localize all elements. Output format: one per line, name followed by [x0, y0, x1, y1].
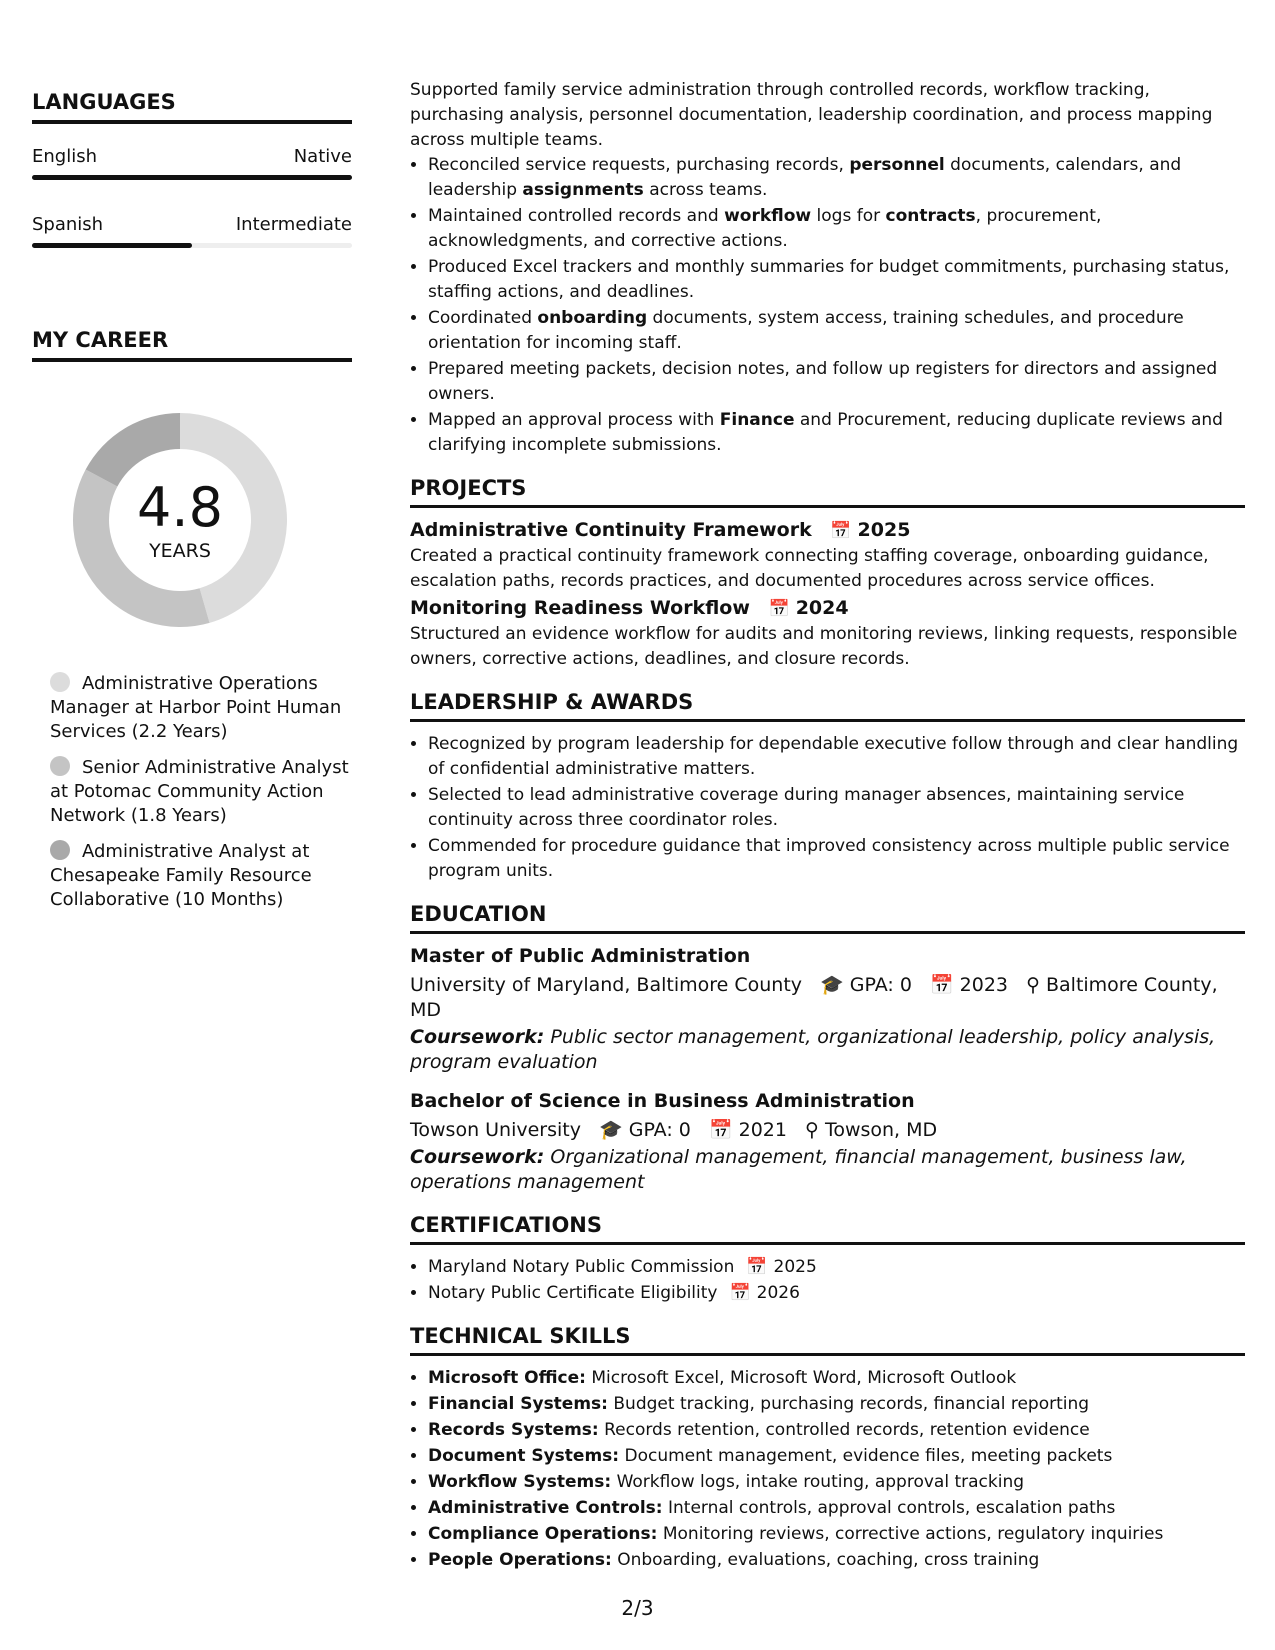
- page-number: 2/3: [621, 1596, 654, 1620]
- skill-item: [428, 1392, 1245, 1417]
- skill-value: Monitoring reviews, corrective actions, regulatory inquiries: [662, 1524, 1164, 1544]
- language-proficiency-bar: [32, 175, 352, 180]
- career-legend-item: [50, 672, 350, 744]
- coursework-label: Coursework:: [410, 1146, 545, 1168]
- skill-item: [428, 1496, 1245, 1521]
- degree-name: Master of Public Administration: [410, 945, 751, 967]
- legend-dot: [50, 840, 70, 860]
- calendar-icon: 📅: [746, 1257, 768, 1277]
- skill-label: Records Systems:: [428, 1420, 599, 1440]
- language-name: English: [32, 146, 97, 167]
- skill-item: [428, 1444, 1245, 1469]
- experience-bullet: • Reconciled service requests, purchasing records, personnel documents, calendars, and leadership assignments across teams.: [428, 153, 1245, 203]
- languages-heading: LANGUAGES: [32, 90, 352, 124]
- coursework: Organizational management, financial management, business law, operations management: [410, 1146, 1187, 1193]
- degree-name: Bachelor of Science in Business Administration: [410, 1090, 915, 1112]
- calendar-icon: 📅: [708, 1119, 733, 1141]
- skill-value: Onboarding, evaluations, coaching, cross training: [617, 1550, 1040, 1570]
- project-year: 2024: [795, 597, 849, 619]
- leadership-item: • Selected to lead administrative coverage during manager absences, maintaining service continuity across three coordinator roles.: [428, 783, 1245, 833]
- graduation-year: 2023: [959, 974, 1009, 996]
- right-column: [410, 78, 1245, 1574]
- project-description: Structured an evidence workflow for audits and monitoring reviews, linking requests, responsible owners, corrective actions, deadlines, and closure records.: [410, 624, 1238, 669]
- skill-label: Compliance Operations:: [428, 1524, 658, 1544]
- language-proficiency-bar: [32, 243, 352, 248]
- career-donut-chart: [66, 406, 294, 634]
- legend-dot: [50, 756, 70, 776]
- legend-label: Senior Administrative Analyst at Potomac Community Action Network (1.8 Years): [50, 757, 349, 826]
- leadership-heading: LEADERSHIP & AWARDS: [410, 690, 1245, 722]
- certification-item: [428, 1255, 1245, 1280]
- language-level: Native: [293, 146, 352, 167]
- skills-list: [410, 1366, 1245, 1573]
- career-legend-item: [50, 840, 350, 912]
- certification-name: Notary Public Certificate Eligibility: [428, 1283, 718, 1303]
- skill-value: Budget tracking, purchasing records, financial reporting: [613, 1394, 1090, 1414]
- location-pin-icon: ⚲: [1026, 974, 1040, 996]
- certification-year: 2025: [773, 1257, 817, 1277]
- leadership-list: [410, 732, 1245, 884]
- project-item: [410, 596, 1245, 672]
- gpa: GPA: 0: [849, 974, 912, 996]
- career-total-unit: YEARS: [149, 540, 211, 562]
- skill-label: Workflow Systems:: [428, 1472, 612, 1492]
- legend-dot: [50, 672, 70, 692]
- education-heading: EDUCATION: [410, 902, 1245, 934]
- language-entry: [32, 214, 352, 248]
- career-legend-item: [50, 756, 350, 828]
- language-entry: [32, 146, 352, 180]
- language-proficiency-fill: [32, 175, 352, 180]
- skill-item: [428, 1470, 1245, 1495]
- calendar-icon: 📅: [929, 974, 954, 996]
- skill-item: [428, 1418, 1245, 1443]
- leadership-item: • Commended for procedure guidance that improved consistency across multiple public service program units.: [428, 834, 1245, 884]
- language-name: Spanish: [32, 214, 104, 235]
- leadership-item: • Recognized by program leadership for dependable executive follow through and clear handling of confidential administrative matters.: [428, 732, 1245, 782]
- experience-bullet: • Mapped an approval process with Finance and Procurement, reducing duplicate reviews and clarifying incomplete submissions.: [428, 408, 1245, 458]
- legend-label: Administrative Analyst at Chesapeake Family Resource Collaborative (10 Months): [50, 841, 312, 910]
- experience-bullet: • Produced Excel trackers and monthly summaries for budget commitments, purchasing status, staffing actions, and deadlines.: [428, 255, 1245, 305]
- certifications-list: [410, 1255, 1245, 1306]
- graduation-year: 2021: [738, 1119, 787, 1141]
- skill-label: People Operations:: [428, 1550, 612, 1570]
- project-year: 2025: [857, 519, 911, 541]
- skill-value: Workflow logs, intake routing, approval tracking: [616, 1472, 1025, 1492]
- experience-summary: Supported family service administration through controlled records, workflow tracking, purchasing analysis, personnel documentation, leadership coordination, and process mapping across multiple teams.: [410, 80, 1213, 150]
- skill-label: Financial Systems:: [428, 1394, 608, 1414]
- coursework: Public sector management, organizational leadership, policy analysis, program evaluation: [410, 1026, 1216, 1073]
- school-location: Towson, MD: [824, 1119, 938, 1141]
- skill-value: Records retention, controlled records, retention evidence: [604, 1420, 1090, 1440]
- projects-heading: PROJECTS: [410, 476, 1245, 508]
- experience-bullet: • Coordinated onboarding documents, system access, training schedules, and procedure orientation for incoming staff.: [428, 306, 1245, 356]
- experience-bullets: [410, 153, 1245, 458]
- skill-value: Document management, evidence files, meeting packets: [624, 1446, 1113, 1466]
- graduation-cap-icon: 🎓: [599, 1119, 623, 1141]
- certifications-heading: CERTIFICATIONS: [410, 1213, 1245, 1245]
- graduation-cap-icon: 🎓: [820, 974, 844, 996]
- location-pin-icon: ⚲: [805, 1119, 819, 1141]
- skill-label: Administrative Controls:: [428, 1498, 663, 1518]
- project-name: Administrative Continuity Framework: [410, 519, 812, 541]
- skill-item: [428, 1522, 1245, 1547]
- skill-label: Microsoft Office:: [428, 1368, 586, 1388]
- skill-item: [428, 1366, 1245, 1391]
- certification-year: 2026: [756, 1283, 800, 1303]
- calendar-icon: 📅: [830, 521, 852, 541]
- school-location: Baltimore County, MD: [410, 974, 1218, 1021]
- gpa: GPA: 0: [628, 1119, 691, 1141]
- certification-item: [428, 1281, 1245, 1306]
- coursework-label: Coursework:: [410, 1026, 545, 1048]
- education-item: [410, 944, 1245, 1075]
- skill-value: Microsoft Excel, Microsoft Word, Microsoft Outlook: [591, 1368, 1017, 1388]
- language-proficiency-fill: [32, 243, 192, 248]
- project-name: Monitoring Readiness Workflow: [410, 597, 750, 619]
- calendar-icon: 📅: [729, 1283, 751, 1303]
- left-column: [32, 90, 352, 924]
- career-legend: [50, 672, 350, 912]
- project-description: Created a practical continuity framework connecting staffing coverage, onboarding guidance, escalation paths, records practices, and documented procedures across service offices.: [410, 546, 1209, 591]
- certification-name: Maryland Notary Public Commission: [428, 1257, 735, 1277]
- education-item: [410, 1089, 1245, 1195]
- school-name: University of Maryland, Baltimore County: [410, 974, 803, 996]
- experience-bullet: • Maintained controlled records and workflow logs for contracts, procurement, acknowledgments, and corrective actions.: [428, 204, 1245, 254]
- project-item: [410, 518, 1245, 594]
- calendar-icon: 📅: [768, 599, 790, 619]
- experience-bullet: • Prepared meeting packets, decision notes, and follow up registers for directors and assigned owners.: [428, 357, 1245, 407]
- career-total-value: 4.8: [137, 476, 223, 539]
- skill-label: Document Systems:: [428, 1446, 620, 1466]
- language-level: Intermediate: [235, 214, 352, 235]
- legend-label: Administrative Operations Manager at Harbor Point Human Services (2.2 Years): [50, 673, 342, 742]
- skill-item: [428, 1548, 1245, 1573]
- career-heading: MY CAREER: [32, 328, 352, 362]
- skills-heading: TECHNICAL SKILLS: [410, 1324, 1245, 1356]
- school-name: Towson University: [410, 1119, 581, 1141]
- skill-value: Internal controls, approval controls, escalation paths: [667, 1498, 1116, 1518]
